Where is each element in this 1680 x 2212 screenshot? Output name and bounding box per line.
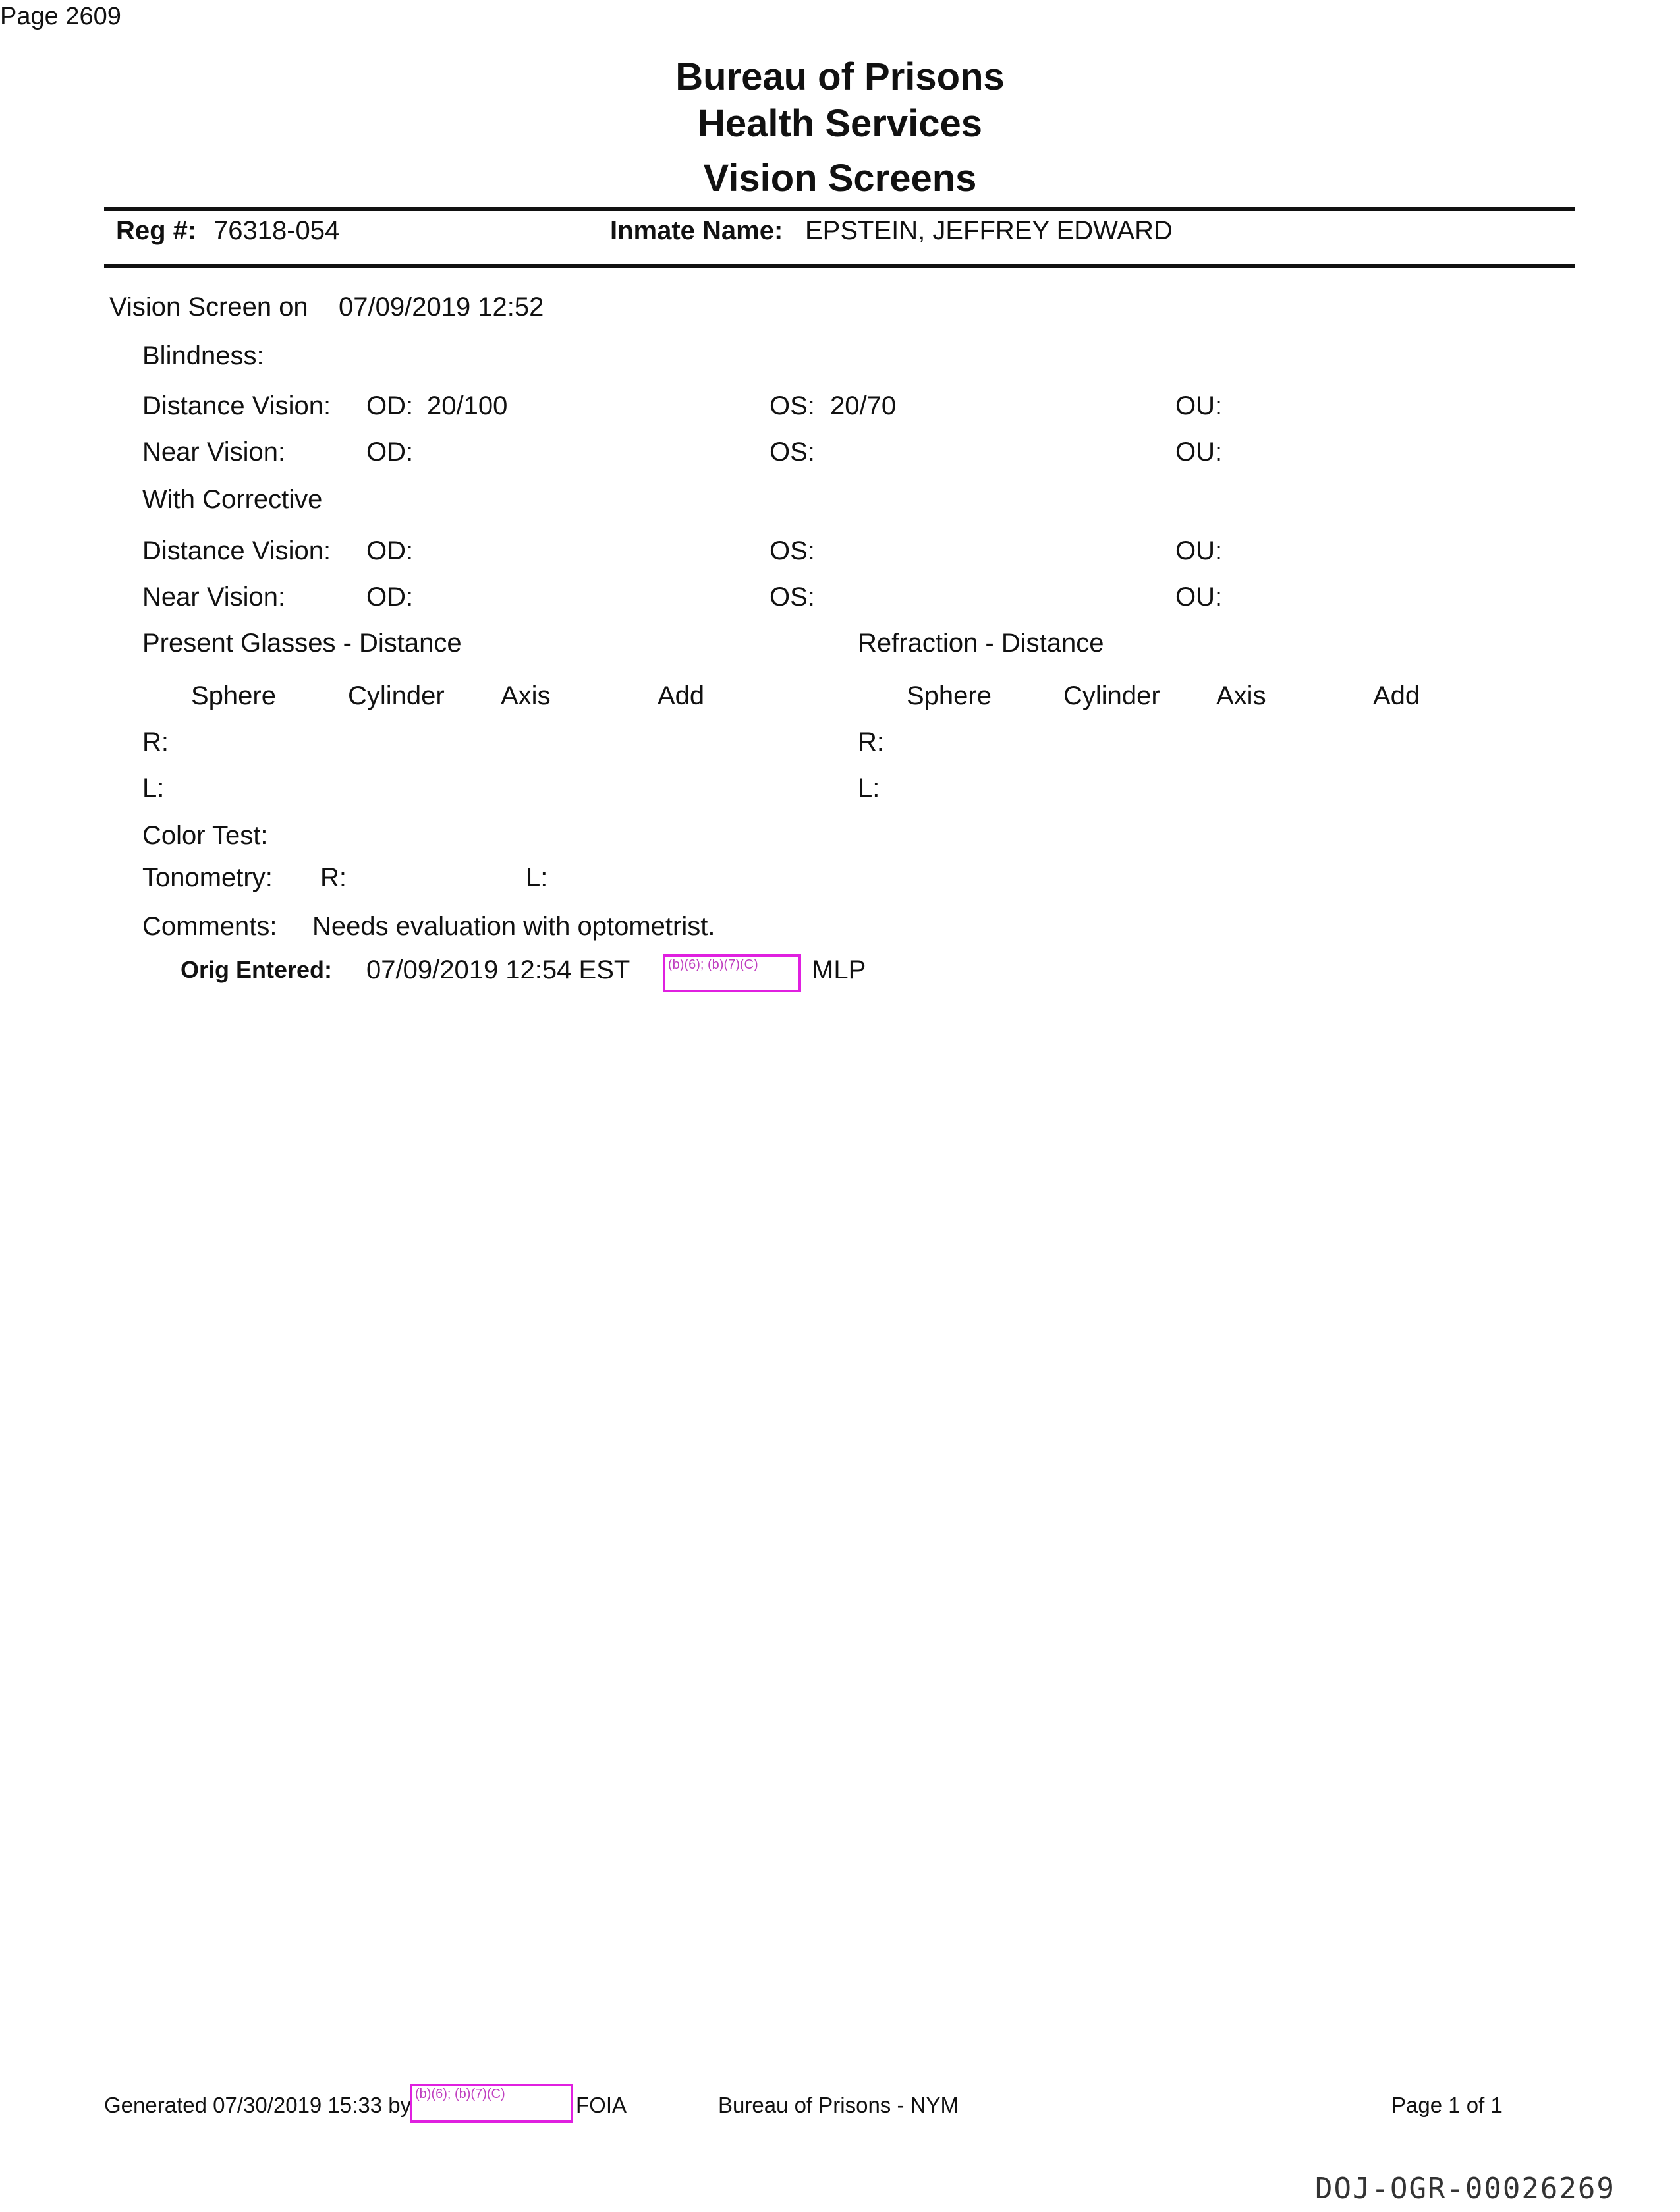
with-corrective-label: With Corrective — [142, 485, 323, 514]
refraction-cylinder-header: Cylinder — [1063, 681, 1160, 710]
near-ou-label: OU: — [1175, 438, 1223, 467]
near-od-label: OD: — [366, 438, 414, 467]
corrective-near-os-label: OS: — [770, 582, 815, 611]
comments-label: Comments: — [142, 912, 277, 941]
refraction-axis-header: Axis — [1216, 681, 1266, 710]
redaction-box: (b)(6); (b)(7)(C) — [663, 954, 801, 992]
refraction-add-header: Add — [1373, 681, 1420, 710]
refraction-sphere-header: Sphere — [907, 681, 992, 710]
footer-redaction-box: (b)(6); (b)(7)(C) — [410, 2084, 573, 2123]
corrective-distance-od-label: OD: — [366, 536, 414, 565]
corrective-distance-os-label: OS: — [770, 536, 815, 565]
refraction-right-label: R: — [858, 727, 884, 756]
entered-by-role: MLP — [812, 955, 866, 984]
glasses-add-header: Add — [658, 681, 705, 710]
tonometry-left-label: L: — [526, 863, 548, 892]
glasses-sphere-header: Sphere — [191, 681, 276, 710]
footer-foia: FOIA — [576, 2093, 627, 2117]
near-os-label: OS: — [770, 438, 815, 467]
refraction-left-label: L: — [858, 774, 880, 803]
page-number: Page 2609 — [0, 3, 121, 30]
orig-entered-value: 07/09/2019 12:54 EST — [366, 955, 630, 984]
corrective-distance-ou-label: OU: — [1175, 536, 1223, 565]
distance-ou-label: OU: — [1175, 391, 1223, 420]
distance-od-value: 20/100 — [427, 391, 508, 420]
glasses-left-label: L: — [142, 774, 165, 803]
orig-entered-label: Orig Entered: — [181, 956, 333, 983]
footer-page-count: Page 1 of 1 — [1391, 2093, 1503, 2117]
reg-label: Reg #: — [116, 216, 197, 245]
vision-screen-datetime: 07/09/2019 12:52 — [339, 293, 544, 322]
footer-facility: Bureau of Prisons - NYM — [718, 2093, 959, 2117]
header-rule-top — [104, 207, 1575, 211]
reg-value: 76318-054 — [213, 216, 340, 245]
glasses-right-label: R: — [142, 727, 169, 756]
refraction-heading: Refraction - Distance — [858, 629, 1104, 658]
glasses-axis-header: Axis — [501, 681, 551, 710]
header-form-title: Vision Screens — [703, 157, 977, 200]
corrective-near-od-label: OD: — [366, 582, 414, 611]
tonometry-right-label: R: — [320, 863, 347, 892]
header-department: Health Services — [697, 102, 983, 145]
distance-vision-label: Distance Vision: — [142, 391, 331, 420]
color-test-label: Color Test: — [142, 821, 268, 850]
blindness-label: Blindness: — [142, 341, 264, 370]
inmate-name-label: Inmate Name: — [610, 216, 783, 245]
footer-generated: Generated 07/30/2019 15:33 by — [104, 2093, 412, 2117]
corrective-near-label: Near Vision: — [142, 582, 286, 611]
tonometry-label: Tonometry: — [142, 863, 273, 892]
near-vision-label: Near Vision: — [142, 438, 286, 467]
distance-os-value: 20/70 — [830, 391, 897, 420]
distance-os-label: OS: — [770, 391, 815, 420]
vision-screen-label: Vision Screen on — [109, 293, 308, 322]
bates-number: DOJ-OGR-00026269 — [1315, 2172, 1615, 2205]
header-rule-bottom — [104, 264, 1575, 268]
corrective-distance-label: Distance Vision: — [142, 536, 331, 565]
inmate-name-value: EPSTEIN, JEFFREY EDWARD — [805, 216, 1173, 245]
comments-value: Needs evaluation with optometrist. — [312, 912, 715, 941]
glasses-cylinder-header: Cylinder — [348, 681, 445, 710]
distance-od-label: OD: — [366, 391, 414, 420]
header-agency: Bureau of Prisons — [675, 55, 1005, 98]
present-glasses-heading: Present Glasses - Distance — [142, 629, 462, 658]
corrective-near-ou-label: OU: — [1175, 582, 1223, 611]
